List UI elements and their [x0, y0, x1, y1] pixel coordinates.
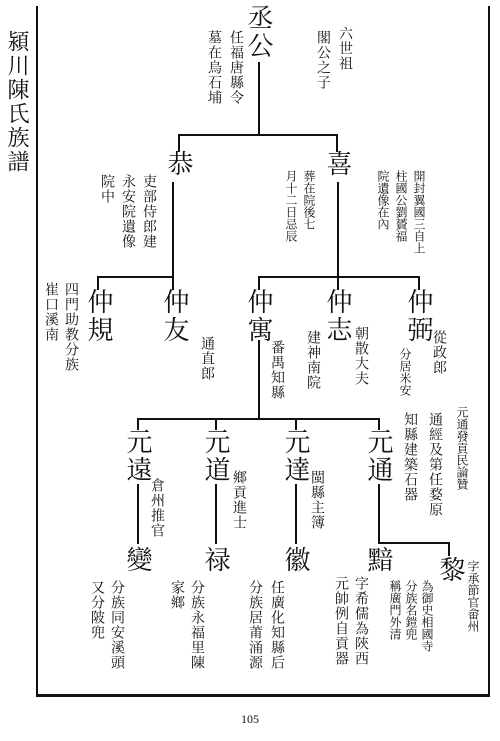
person-name: 喜 [322, 150, 352, 178]
person-name: 元通 [363, 428, 393, 484]
connector-line [378, 542, 450, 544]
person-note: 鄉貢進士 [231, 470, 247, 530]
person-name: 元遠 [122, 428, 152, 484]
person-note: 柱國公劉贇福 [394, 170, 408, 242]
person-note: 字承節官畲州 [466, 560, 480, 632]
person-note: 分族永福里陳 [189, 580, 205, 670]
person-note: 番禺知縣 [269, 340, 285, 400]
person-note: 崔口溪南 [43, 282, 59, 342]
connector-line [258, 276, 420, 278]
connector-line [258, 62, 260, 136]
connector-line [258, 340, 260, 420]
person-name: 仲寓 [243, 288, 273, 344]
person-name: 仲友 [159, 288, 189, 344]
father-note: 閣公之子 [315, 30, 331, 90]
person-name: 變 [122, 546, 152, 574]
person-name: 黯 [363, 546, 393, 574]
connector-line [215, 484, 217, 544]
person-name: 元達 [280, 428, 310, 484]
person-note: 稱廣門外清 [388, 580, 402, 640]
connector-line [172, 182, 174, 278]
office-note: 任福唐縣令 [228, 30, 244, 105]
connector-line [295, 484, 297, 544]
person-note: 朝散大夫 [353, 326, 369, 386]
burial-note: 墓在烏石埔 [206, 30, 222, 105]
person-note: 從政郎 [431, 330, 447, 375]
person-note: 通直郎 [199, 336, 215, 381]
person-name: 元道 [200, 428, 230, 484]
person-note: 四門助教分族 [63, 282, 79, 372]
person-note: 分族居莆涌源 [247, 580, 263, 670]
person-name: 仲弼 [403, 288, 433, 344]
person-note: 建神南院 [305, 330, 321, 390]
connector-line [97, 276, 174, 278]
person-note: 家鄉 [169, 580, 185, 610]
person-note: 元帥例自貢器 [333, 576, 349, 666]
person-note: 吏部侍郎建 [141, 174, 157, 249]
person-note: 倉州推官 [149, 478, 165, 538]
person-note: 分族名鎧兜 [404, 580, 418, 640]
connector-line [137, 484, 139, 544]
connector-line [337, 182, 339, 278]
person-note: 院中 [99, 174, 115, 204]
person-note: 月十二日忌辰 [284, 170, 298, 242]
person-name: 仲志 [322, 288, 352, 344]
connector-line [178, 134, 338, 136]
book-title: 潁川陳氏族譜 [4, 30, 29, 174]
person-note: 知縣建築石器 [402, 412, 418, 502]
connector-line [378, 484, 380, 544]
ancestor-name: 丞公 [243, 4, 273, 60]
person-note: 為御史相國寺 [420, 580, 434, 652]
person-note: 開封翼國三自上 [412, 170, 426, 254]
person-name: 仲規 [83, 288, 113, 344]
person-note: 閩縣主簿 [309, 470, 325, 530]
person-note: 分居米安 [398, 348, 412, 396]
person-note: 葬在院後七 [302, 170, 316, 230]
person-note: 字希儒為陝西 [353, 576, 369, 666]
person-note: 又分陂兜 [89, 580, 105, 640]
person-note: 任廣化知縣后 [269, 580, 285, 670]
person-note: 元通發貢民論贊 [455, 406, 469, 490]
person-note: 分族同安溪頭 [109, 580, 125, 670]
person-note: 通經及第任婺原 [427, 412, 443, 517]
person-name: 徽 [280, 546, 310, 574]
connector-line [137, 418, 380, 420]
person-note: 永安院遺像 [120, 174, 136, 249]
person-name: 黎 [435, 556, 465, 584]
person-name: 禄 [200, 546, 230, 574]
person-name: 恭 [163, 150, 193, 178]
person-note: 院遺像在內 [376, 170, 390, 230]
generation-label: 六世祖 [337, 26, 353, 71]
connector-line [448, 542, 450, 556]
page-number: 105 [241, 712, 259, 726]
